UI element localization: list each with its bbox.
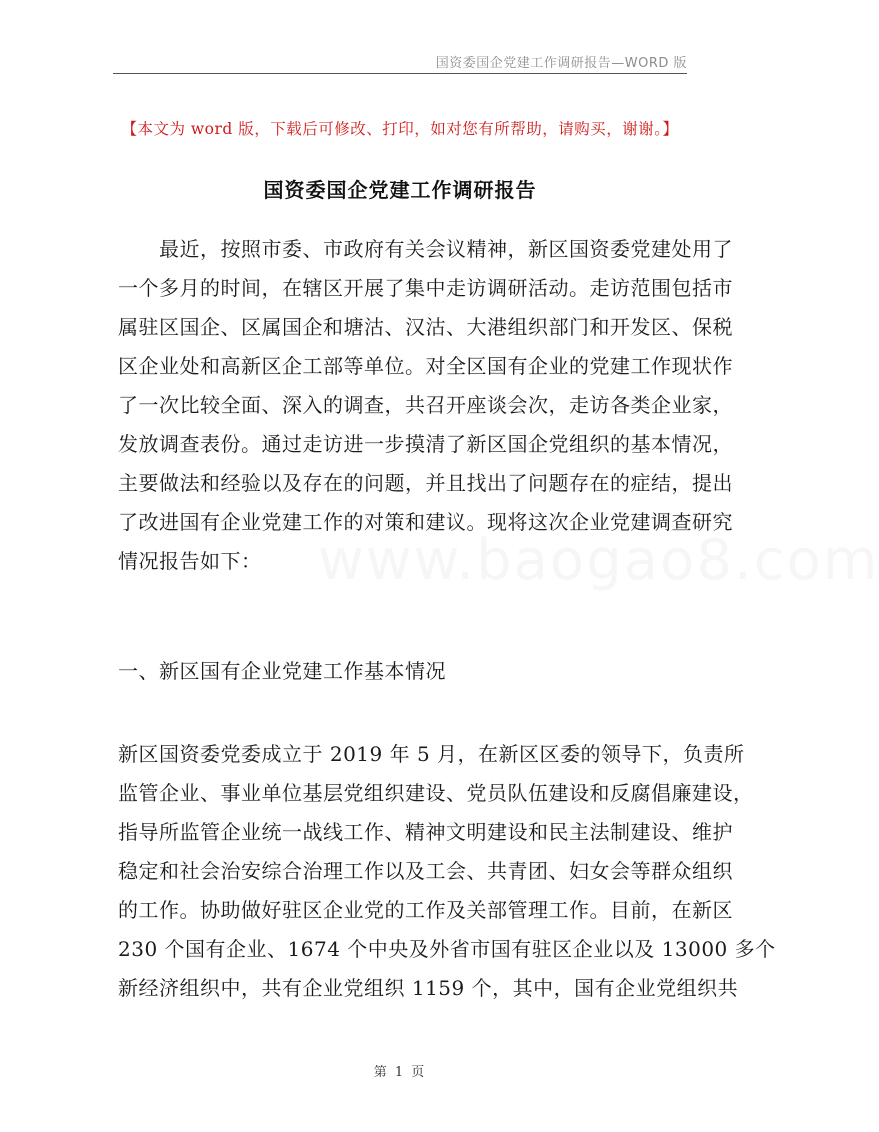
paragraph-line: 230 个国有企业、1674 个中央及外省市国有驻区企业以及 13000 多个 — [118, 937, 776, 961]
paragraph-line: 监管企业、事业单位基层党组织建设、党员队伍建设和反腐倡廉建设， — [118, 781, 754, 805]
paragraph-line: 稳定和社会治安综合治理工作以及工会、共青团、妇女会等群众组织 — [118, 859, 733, 883]
paragraph-line: 发放调查表份。通过走访进一步摸清了新区国企党组织的基本情况， — [118, 432, 733, 456]
section-heading — [118, 652, 690, 691]
paragraph-line: 最近，按照市委、市政府有关会议精神，新区国资委党建处用了 — [118, 237, 733, 261]
paragraph-line: 了一次比较全面、深入的调查，共召开座谈会次，走访各类企业家， — [118, 393, 733, 417]
paragraph-line: 主要做法和经验以及存在的问题，并且找出了问题存在的症结，提出 — [118, 471, 733, 495]
section-heading-text: 一、新区国有企业党建工作基本情况 — [118, 659, 446, 683]
intro-paragraph — [118, 230, 733, 581]
paragraph-line: 一个多月的时间，在辖区开展了集中走访调研活动。走访范围包括市 — [118, 276, 733, 300]
section-paragraph — [118, 735, 776, 1008]
paragraph-line: 指导所监管企业统一战线工作、精神文明建设和民主法制建设、维护 — [118, 820, 733, 844]
document-title: 国资委国企党建工作调研报告 — [263, 178, 537, 202]
paragraph-line: 属驻区国企、区属国企和塘沽、汉沽、大港组织部门和开发区、保税 — [118, 315, 733, 339]
paragraph-line: 新区国资委党委成立于 2019 年 5 月，在新区区委的领导下，负责所 — [118, 742, 745, 766]
paragraph-line: 情况报告如下： — [118, 549, 262, 573]
paragraph-line: 的工作。协助做好驻区企业党的工作及关部管理工作。目前，在新区 — [118, 898, 733, 922]
purchase-notice: 【本文为 word 版，下载后可修改、打印，如对您有所帮助，请购买，谢谢。】 — [121, 120, 679, 138]
running-header: 国资委国企党建工作调研报告—WORD 版 — [435, 56, 687, 71]
paragraph-line: 了改进国有企业党建工作的对策和建议。现将这次企业党建调查研究 — [118, 510, 733, 534]
paragraph-line: 新经济组织中，共有企业党组织 1159 个，其中，国有企业党组织共 — [118, 976, 739, 1000]
header-divider — [113, 73, 687, 74]
page-number: 第 1 页 — [373, 1065, 427, 1080]
paragraph-line: 区企业处和高新区企工部等单位。对全区国有企业的党建工作现状作 — [118, 354, 733, 378]
